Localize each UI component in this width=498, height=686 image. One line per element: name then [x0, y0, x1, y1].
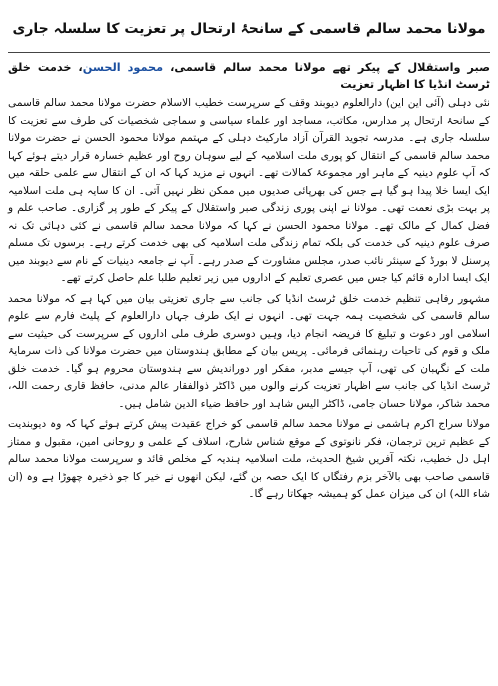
byline-text-start: صبر واستقلال کے پیکر تھے مولانا محمد سالم قاسمی،	[163, 61, 490, 74]
byline-text-end: ، خدمت خلق ٹرسٹ انڈیا کا اظہار تعزیت	[8, 61, 490, 91]
article-paragraph: مولانا سراج اکرم ہاشمی نے مولانا محمد سالم قاسمی کو خراج عقیدت پیش کرتے ہوئے کہا کہ وہ دیوبندیت کے عظیم ترین ترجمان، فکر نانوتوی کے موقع شناس شارح، اسلاف کے علمی و روحانی امین، مقبول و ممتاز اہل دل خطیب، نکتہ آفریں شیخ الحدیث، ملت اسلامیہ ہندیہ کے مخلص قائد و سرپرست مولانا محمد سالم قاسمی صاحب بھی بالآخر بزم رفتگاں کا ایک حصہ بن گئے، لیکن انھوں نے خیر کا جو ذخیرہ چھوڑا ہے وہ (ان شاء اللہ) ان کی میزان عمل کو ہمیشہ جھکاتا رہے گا۔	[8, 418, 490, 500]
article-paragraph: مشہور رفاہی تنظیم خدمت خلق ٹرسٹ انڈیا کی جانب سے جاری تعزیتی بیان میں کہا ہے کہ مولانا محمد سالم قاسمی کی شخصیت ہمہ جہت تھی۔ انہوں نے ایک طرف جہاں دارالعلوم کے پلیٹ فارم سے علوم اسلامی اور دعوت و تبلیغ کا فریضہ انجام دیا، وہیں دوسری طرف ملی اداروں کے سرپرست کی حیثیت سے ملک و قوم کی تاحیات رہنمائی فرمائی۔ پریس بیان کے مطابق ہندوستان میں حضرت مولانا کی ذات سرمایۂ ملت کے نگہبان کی تھی، آپ جیسے مدبر، مفکر اور دوراندیش سے ہندوستان محروم ہو گیا۔ خدمت خلق ٹرسٹ انڈیا کی جانب سے اظہار تعزیت کرنے والوں میں ڈاکٹر ذوالفقار عالم مدنی، حافظ قاری رحمت اللہ، محمد شاکر، مولانا حسان جامی، ڈاکٹر الیس شاہد اور حافظ ضیاء الدین شامل ہیں۔	[8, 292, 490, 410]
article-body	[8, 95, 490, 504]
byline-highlight-name: محمود الحسن	[82, 61, 164, 74]
headline: مولانا محمد سالم قاسمی کے سانحۂ ارتحال پر تعزیت کا سلسلہ جاری	[8, 6, 490, 53]
byline	[8, 59, 490, 93]
article-paragraph: نئی دہلی (آئی این این) دارالعلوم دیوبند وقف کے سرپرست خطیب الاسلام حضرت مولانا محمد سالم قاسمی کے سانحۂ ارتحال پر مدارس، مکاتب، مساجد اور علماء سیاسی و سماجی شخصیات کی طرف سے تعزیت کا سلسلہ جاری ہے۔ مدرسہ تجوید القرآن آزاد مارکیٹ دہلی کے مہتمم مولانا محمود الحسن نے حضرت مولانا محمد سالم قاسمی کے انتقال کو پوری ملت اسلامیہ کے لیے سوہان روح اور عظیم خسارہ قرار دیتے ہوئے کہا کہ آپ علوم دینیہ کے ماہر اور مجموعۂ کمالات تھے۔ انہوں نے مزید کہا کہ ان کے انتقال سے علمی حلقہ میں ایک ایسا خلا پیدا ہو گیا ہے جس کی بھرپائی صدیوں میں ممکن نظر نہیں آتی۔ ان کا سایہ ہی ملت اسلامیہ پر بہت بڑی نعمت تھی۔ مولانا نے اپنی پوری زندگی صبر واستقلال کے پیکر کے طور پر گزاری۔ صاحب علم و فضل کمال کے مالک تھے۔ مولانا محمود الحسن نے کہا کہ مولانا محمد سالم قاسمی نے کئی دہائی تک نہ صرف علوم دینیہ کی خدمت کی بلکہ تمام زندگی ملت اسلامیہ کی بھی خدمت کرتے رہے۔ برسوں تک مسلم پرسنل لا بورڈ کے سینئر نائب صدر، مجلس مشاورت کے صدر رہے۔ آپ نے جامعہ دینیات کے نام سے دیوبند میں ایک ایسا ادارہ قائم کیا جس میں عصری تعلیم کے اداروں میں زیر تعلیم طلبا علم حاصل کرتے تھے۔	[8, 97, 490, 284]
